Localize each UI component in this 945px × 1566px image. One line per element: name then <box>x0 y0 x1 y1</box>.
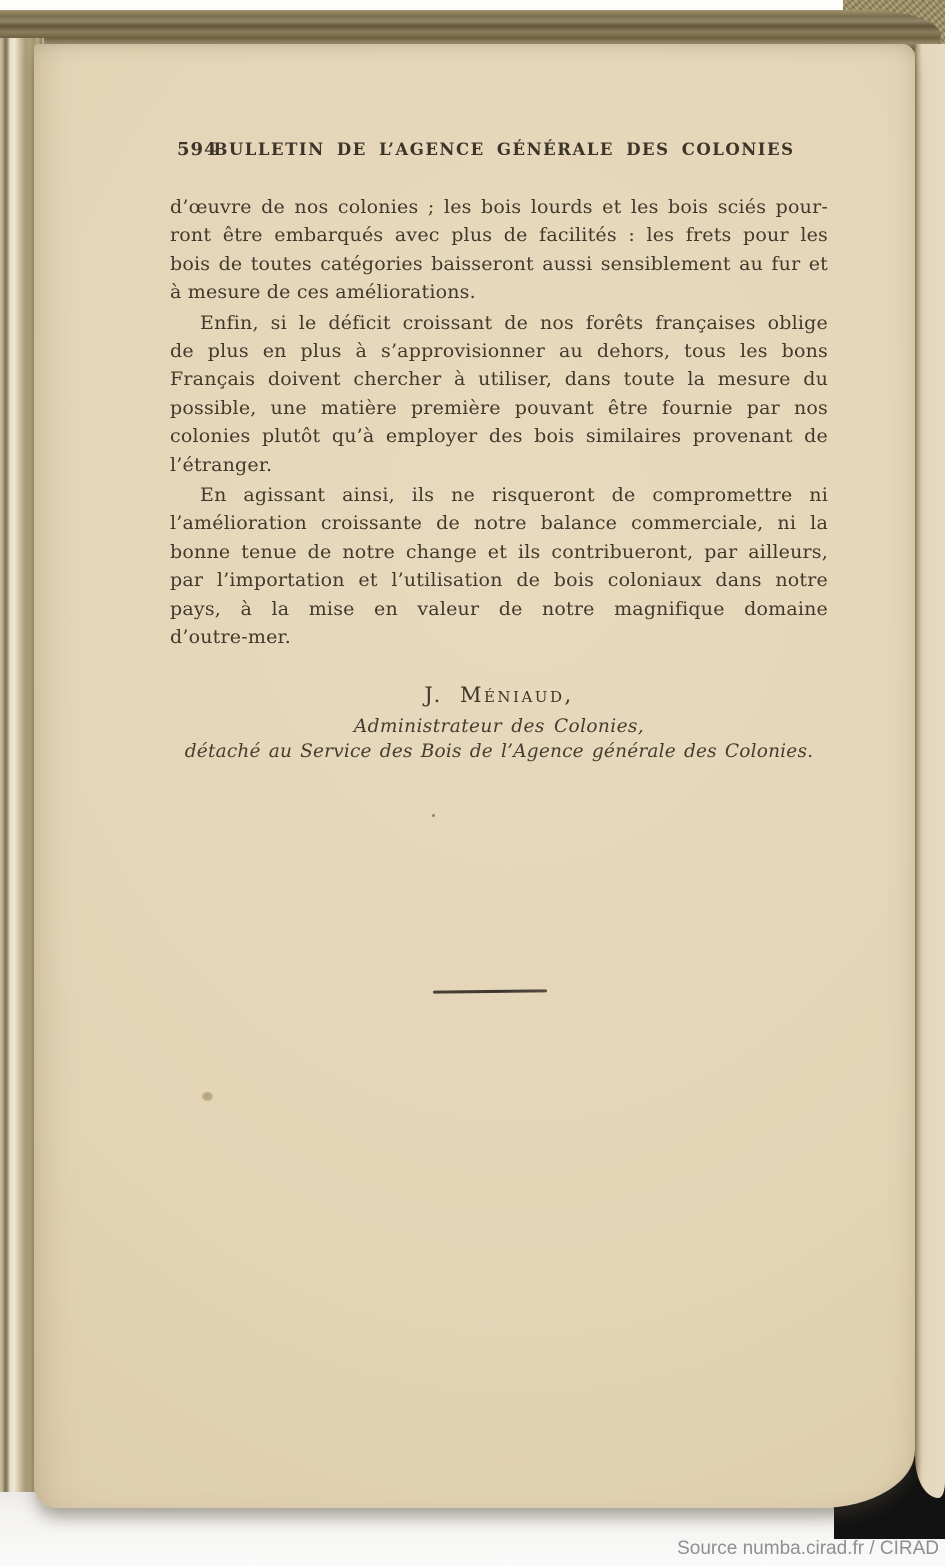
paragraph-1 <box>170 193 828 307</box>
page-number: 594 <box>177 139 218 160</box>
running-title: BULLETIN DE L’AGENCE GÉNÉRALE DES COLONIES <box>213 140 795 159</box>
signature-name: J. Méniaud, <box>424 683 574 707</box>
body-line: possible, une matière première pouvant être fournie par nos <box>170 396 828 419</box>
body-line: bois de toutes catégories baisseront aussi sensiblement au fur et <box>170 252 828 275</box>
facing-page-edge <box>915 44 945 1498</box>
body-line: Français doivent chercher à utiliser, dans toute la mesure du <box>170 368 828 391</box>
signature-role: Administrateur des Colonies, <box>353 716 645 737</box>
body-line: colonies plutôt qu’à employer des bois similaires provenant de <box>170 425 828 448</box>
book-page <box>34 44 915 1508</box>
body-text <box>170 193 828 652</box>
section-divider-rule <box>433 989 547 993</box>
body-line: d’œuvre de nos colonies ; les bois lourds et les bois sciés pour- <box>170 196 828 218</box>
body-line: En agissant ainsi, ils ne risqueront de compromettre ni <box>200 484 828 507</box>
body-line: bonne tenue de notre change et ils contribueront, par ailleurs, <box>170 540 828 563</box>
source-credit: Source numba.cirad.fr / CIRAD <box>677 1538 939 1559</box>
signature-detail: détaché au Service des Bois de l’Agence générale des Colonies. <box>184 741 814 762</box>
paragraph-3 <box>170 481 828 651</box>
page-speck <box>432 814 435 817</box>
body-line: à mesure de ces améliorations. <box>170 281 476 304</box>
body-line: pays, à la mise en valeur de notre magnifique domaine <box>170 597 828 620</box>
body-line: de plus en plus à s’approvisionner au dehors, tous les bons <box>170 340 828 363</box>
body-line: l’amélioration croissante de notre balance commerciale, ni la <box>170 512 828 535</box>
paragraph-2 <box>170 309 828 479</box>
body-line: par l’importation et l’utilisation de bois coloniaux dans notre <box>170 569 828 592</box>
body-line: l’étranger. <box>170 453 273 476</box>
body-line: ront être embarqués avec plus de facilités : les frets pour les <box>170 224 828 247</box>
signature-block <box>170 683 828 762</box>
page-header <box>175 139 833 163</box>
body-line: Enfin, si le déficit croissant de nos forêts françaises oblige <box>200 311 828 334</box>
page-stain <box>202 1092 213 1101</box>
body-line: d’outre-mer. <box>170 626 291 649</box>
